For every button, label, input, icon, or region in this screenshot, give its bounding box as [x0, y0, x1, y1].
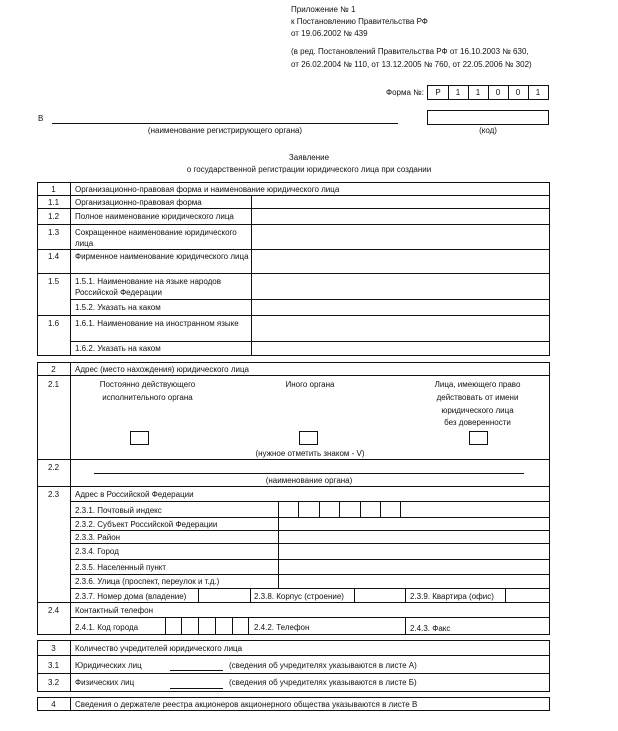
legal-form-label: Организационно-правовая форма	[75, 198, 202, 207]
document-subtitle: о государственной регистрации юридического лица при создании	[186, 165, 432, 174]
legal-founders-label: Юридических лиц	[75, 661, 142, 670]
appendix-decree: к Постановлению Правительства РФ	[291, 17, 428, 26]
row-number: 1.5	[47, 277, 60, 286]
form-code-cell: 1	[455, 88, 461, 97]
city-code-field[interactable]	[165, 617, 249, 635]
legal-form-field[interactable]	[252, 196, 549, 208]
foreign-name-label: 1.6.1. Наименование на иностранном языке	[75, 319, 239, 328]
legal-founders-count-field[interactable]	[170, 670, 223, 671]
street-label: 2.3.6. Улица (проспект, переулок и т.д.)	[75, 577, 220, 586]
other-body-checkbox[interactable]	[299, 431, 318, 445]
amendments-line1: (в ред. Постановлений Правительства РФ от 16.10.2003 № 630,	[291, 47, 529, 56]
brand-name-label: Фирменное наименование юридического лица	[75, 252, 249, 261]
flat-label: 2.3.9. Квартира (офис)	[410, 592, 494, 601]
registrar-prefix: В	[38, 114, 44, 123]
legal-founders-note: (сведения об учредителях указываются в листе А)	[229, 661, 417, 670]
address-title: Адрес в Российской Федерации	[75, 490, 194, 499]
form-code-cell: 0	[515, 88, 521, 97]
individual-founders-count-field[interactable]	[170, 688, 223, 689]
row-number: 2.3	[47, 490, 60, 499]
house-field[interactable]	[199, 589, 249, 602]
form-code-cell: 1	[475, 88, 481, 97]
native-name-field[interactable]	[252, 274, 549, 299]
option-person-label-2: действовать от имени	[436, 393, 519, 402]
individual-founders-label: Физических лиц	[75, 678, 135, 687]
district-label: 2.3.3. Район	[75, 533, 121, 542]
phone-label: 2.4.2. Телефон	[254, 623, 310, 632]
section-3-number: 3	[51, 644, 56, 653]
authorized-person-checkbox[interactable]	[469, 431, 488, 445]
section-2-number: 2	[51, 365, 56, 374]
row-number: 1.1	[47, 198, 60, 207]
amendments-line2: от 26.02.2004 № 110, от 13.12.2005 № 760, от 22.05.2006 № 302)	[291, 60, 532, 69]
fax-label: 2.4.3. Факс	[410, 624, 451, 633]
full-name-field[interactable]	[252, 209, 549, 224]
document-title: Заявление	[288, 153, 330, 162]
phone-field[interactable]	[320, 618, 404, 634]
short-name-field[interactable]	[252, 225, 549, 249]
postal-code-field[interactable]	[278, 501, 401, 517]
registrar-caption: (наименование регистрирующего органа)	[147, 126, 303, 135]
building-field[interactable]	[355, 589, 404, 602]
section-4-title: Сведения о держателе реестра акционеров акционерного общества указываются в листе В	[75, 700, 418, 709]
locality-field[interactable]	[279, 560, 549, 573]
mark-note: (нужное отметить знаком - V)	[255, 449, 365, 458]
section-2-title: Адрес (место нахождения) юридического лица	[75, 365, 249, 374]
section-1-number: 1	[51, 185, 56, 194]
native-language-field[interactable]	[252, 300, 549, 315]
option-person-label-3: юридического лица	[441, 406, 514, 415]
foreign-language-field[interactable]	[252, 342, 549, 356]
form-code-box	[427, 85, 549, 100]
row-number: 2.2	[47, 463, 60, 472]
body-name-line[interactable]	[94, 473, 524, 474]
city-label: 2.3.4. Город	[75, 547, 119, 556]
city-code-label: 2.4.1. Код города	[75, 623, 139, 632]
phone-title: Контактный телефон	[75, 606, 153, 615]
section-4-number: 4	[51, 700, 56, 709]
row-number: 1.6	[47, 319, 60, 328]
form-code-cell: 1	[535, 88, 541, 97]
region-label: 2.3.2. Субъект Российской Федерации	[75, 520, 218, 529]
row-number: 2.4	[47, 606, 60, 615]
option-executive-label: Постоянно действующего	[99, 380, 196, 389]
registrar-code-caption: (код)	[479, 126, 497, 135]
option-executive-label-2: исполнительного органа	[102, 393, 193, 402]
row-number: 2.1	[47, 380, 60, 389]
building-label: 2.3.8. Корпус (строение)	[254, 592, 344, 601]
locality-label: 2.3.5. Населенный пункт	[75, 563, 167, 572]
registrar-code-field[interactable]	[427, 110, 549, 125]
row-number: 1.2	[47, 212, 60, 221]
district-field[interactable]	[279, 531, 549, 543]
registrar-name-line[interactable]	[52, 123, 398, 124]
short-name-label: Сокращенное наименование юридического лица	[75, 228, 237, 248]
section-3-title: Количество учредителей юридического лица	[75, 644, 243, 653]
form-number-label: Форма №:	[386, 88, 424, 97]
appendix-number: Приложение № 1	[291, 5, 356, 14]
region-field[interactable]	[279, 518, 549, 530]
flat-field[interactable]	[506, 589, 549, 602]
form-code-cell: 0	[495, 88, 501, 97]
appendix-date: от 19.06.2002 № 439	[291, 29, 368, 38]
foreign-language-label: 1.6.2. Указать на каком	[75, 344, 161, 353]
foreign-name-field[interactable]	[252, 316, 549, 341]
section-1-title: Организационно-правовая форма и наименование юридического лица	[75, 185, 340, 194]
full-name-label: Полное наименование юридического лица	[75, 212, 234, 221]
body-name-caption: (наименование органа)	[265, 476, 353, 485]
form-code-cell: Р	[435, 88, 441, 97]
fax-field[interactable]	[460, 618, 549, 634]
house-label: 2.3.7. Номер дома (владение)	[75, 592, 187, 601]
row-number: 1.3	[47, 228, 60, 237]
option-other-body-label: Иного органа	[285, 380, 335, 389]
native-name-label: 1.5.1. Наименование на языке народов Российской Федерации	[75, 277, 221, 297]
individual-founders-note: (сведения об учредителях указываются в листе Б)	[229, 678, 417, 687]
street-field[interactable]	[279, 575, 549, 587]
row-number: 1.4	[47, 252, 60, 261]
brand-name-field[interactable]	[252, 250, 549, 273]
option-person-label-4: без доверенности	[444, 418, 511, 427]
option-person-label-1: Лица, имеющего право	[434, 380, 521, 389]
executive-body-checkbox[interactable]	[130, 431, 149, 445]
native-language-label: 1.5.2. Указать на каком	[75, 303, 161, 312]
row-number: 3.1	[47, 661, 60, 670]
postal-code-label: 2.3.1. Почтовый индекс	[75, 506, 162, 515]
row-number: 3.2	[47, 678, 60, 687]
city-field[interactable]	[279, 544, 549, 558]
